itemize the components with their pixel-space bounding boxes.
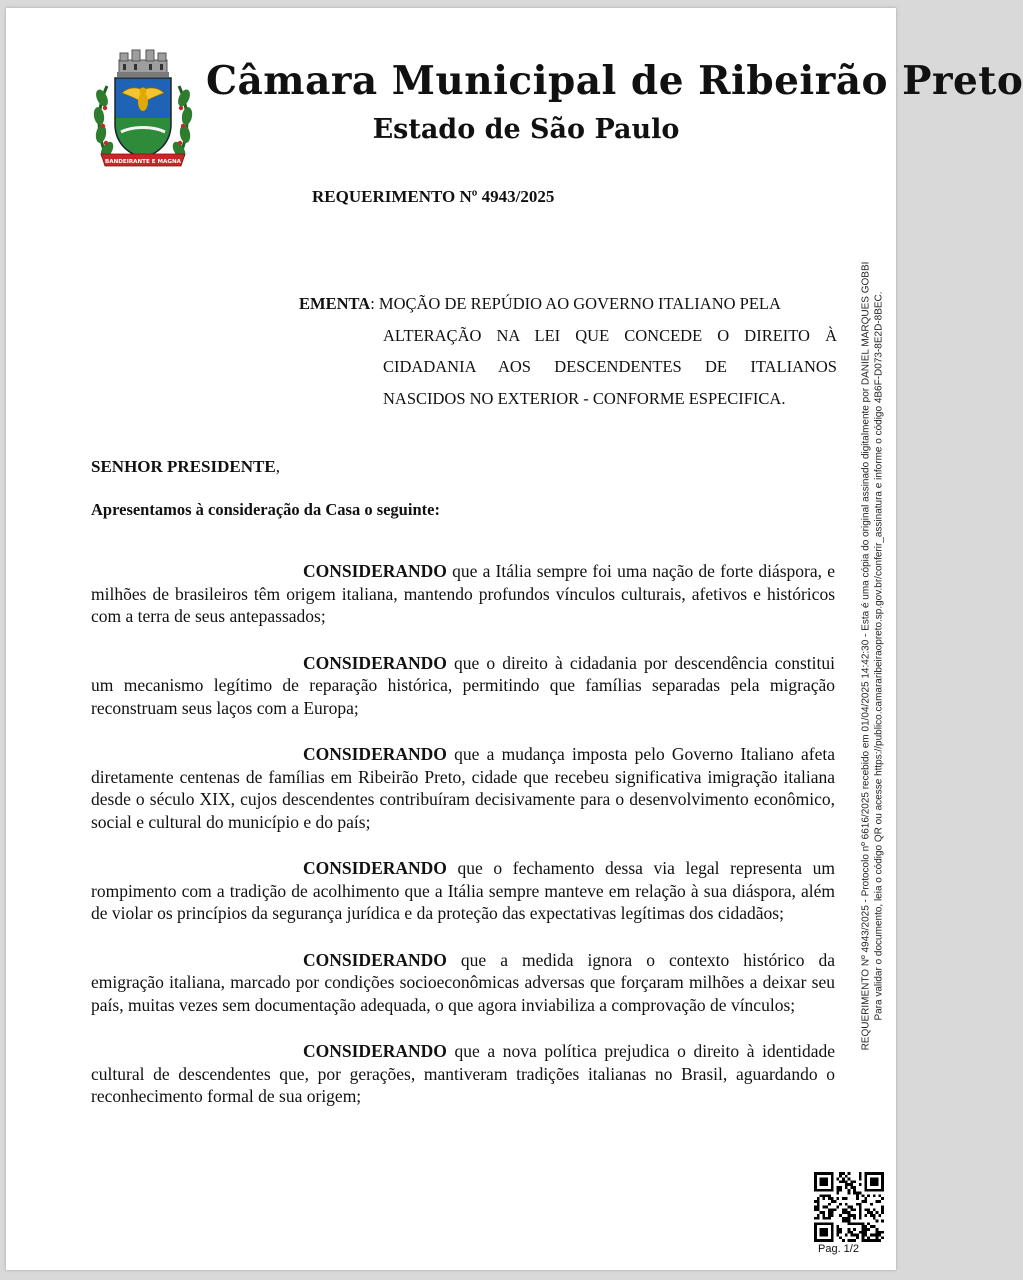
ementa-block: EMENTA: MOÇÃO DE REPÚDIO AO GOVERNO ITALIANO PELA ALTERAÇÃO NA LEI QUE CONCEDE O DIREITO À CIDADANIA AOS DESCENDENTES DE ITALIANOS NASCIDOS NO EXTERIOR - CONFORME ESPECIFICA. [299,288,837,414]
considerando-paragraph [91,743,835,833]
document-title: REQUERIMENTO Nº 4943/2025 [312,187,555,206]
salutation-text: SENHOR PRESIDENTE [91,457,276,476]
ementa-line: CIDADANIA AOS DESCENDENTES DE ITALIANOS [383,357,837,376]
considerandos [91,560,835,1132]
considerando-text: que o fechamento dessa via legal representa um rompimento com a tradição de acolhimento que a Itália sempre manteve em relação à sua diáspora, além de violar os princípios da segurança jurídica e da proteção das expectativas legítimas dos cidadãos; [91,858,836,923]
salutation-punct: , [275,457,280,476]
document-page [6,8,1023,1270]
considerando-keyword: CONSIDERANDO [303,1041,447,1061]
considerando-paragraph [91,949,835,1017]
intro-text: Apresentamos à consideração da Casa o seguinte: [91,500,440,519]
qr-code-icon[interactable] [814,1172,884,1242]
considerando-paragraph [91,560,835,628]
ementa-line: MOÇÃO DE REPÚDIO AO GOVERNO ITALIANO PELA [378,294,781,313]
page-number: Pag. 1/2 [818,1243,859,1255]
svg-text:BANDEIRANTE E MAGNA: BANDEIRANTE E MAGNA [105,159,181,165]
considerando-text: que a Itália sempre foi uma nação de forte diáspora, e milhões de brasileiros têm origem italiana, mantendo profundos vínculos culturais, afetivos e históricos com a terra de seus antepassados; [91,561,835,626]
considerando-keyword: CONSIDERANDO [303,744,447,764]
salutation [91,457,280,477]
considerando-paragraph [91,1040,835,1108]
considerando-keyword: CONSIDERANDO [303,949,447,970]
considerando-text: que a medida ignora o contexto histórico da emigração italiana, marcado por condições socioeconômicas adversas que forçaram milhões a deixar seu país, muitas vezes sem documentação adequada, o que agora inviabiliza a comprovação de vínculos; [91,949,835,1015]
city-coat-of-arms-icon [91,46,195,174]
institution-title: Câmara Municipal de Ribeirão Preto [206,58,1023,104]
ementa-label: EMENTA [299,294,371,313]
considerando-paragraph [91,652,835,720]
considerando-keyword: CONSIDERANDO [303,858,447,878]
signature-note-line: REQUERIMENTO Nº 4943/2025 - Protocolo nº 6616/2025 recebido em 01/04/2025 14:42:30 - Esta é uma cópia do original assinado digitalmente por DANIEL MARQUES GOBBI [860,261,872,1051]
considerando-paragraph [91,857,835,925]
considerando-keyword: CONSIDERANDO [303,561,447,581]
considerando-text: que a nova política prejudica o direito à identidade cultural de descendentes que, por gerações, mantiveram tradições italianas no Brasil, aguardando o reconhecimento formal de sua origem; [91,1041,836,1106]
considerando-text: que o direito à cidadania por descendência constitui um mecanismo legítimo de reparação histórica, permitindo que famílias separadas pela migração reconstruam seus laços com a Europa; [91,652,836,718]
ementa-line: NASCIDOS NO EXTERIOR - CONFORME ESPECIFICA. [383,388,786,408]
validation-note-line: Para validar o documento, leia o código QR ou acesse https://publico.camararibeiraopreto.sp.gov.br/conferir_assinatura e informe o código 4B6F-D073-8E2D-8BEC. [873,291,884,1021]
considerando-text: que a mudança imposta pelo Governo Italiano afeta diretamente centenas de famílias em Ribeirão Preto, cidade que recebeu significativa imigração italiana desde o século XIX, cujos descendentes contribuíram decisivamente para o desenvolvimento econômico, social e cultural do município e do país; [91,744,836,832]
considerando-keyword: CONSIDERANDO [303,652,447,673]
ementa-line: ALTERAÇÃO NA LEI QUE CONCEDE O DIREITO À [383,325,837,345]
institution-subtitle: Estado de São Paulo [372,114,680,145]
digital-signature-note [860,241,886,1071]
